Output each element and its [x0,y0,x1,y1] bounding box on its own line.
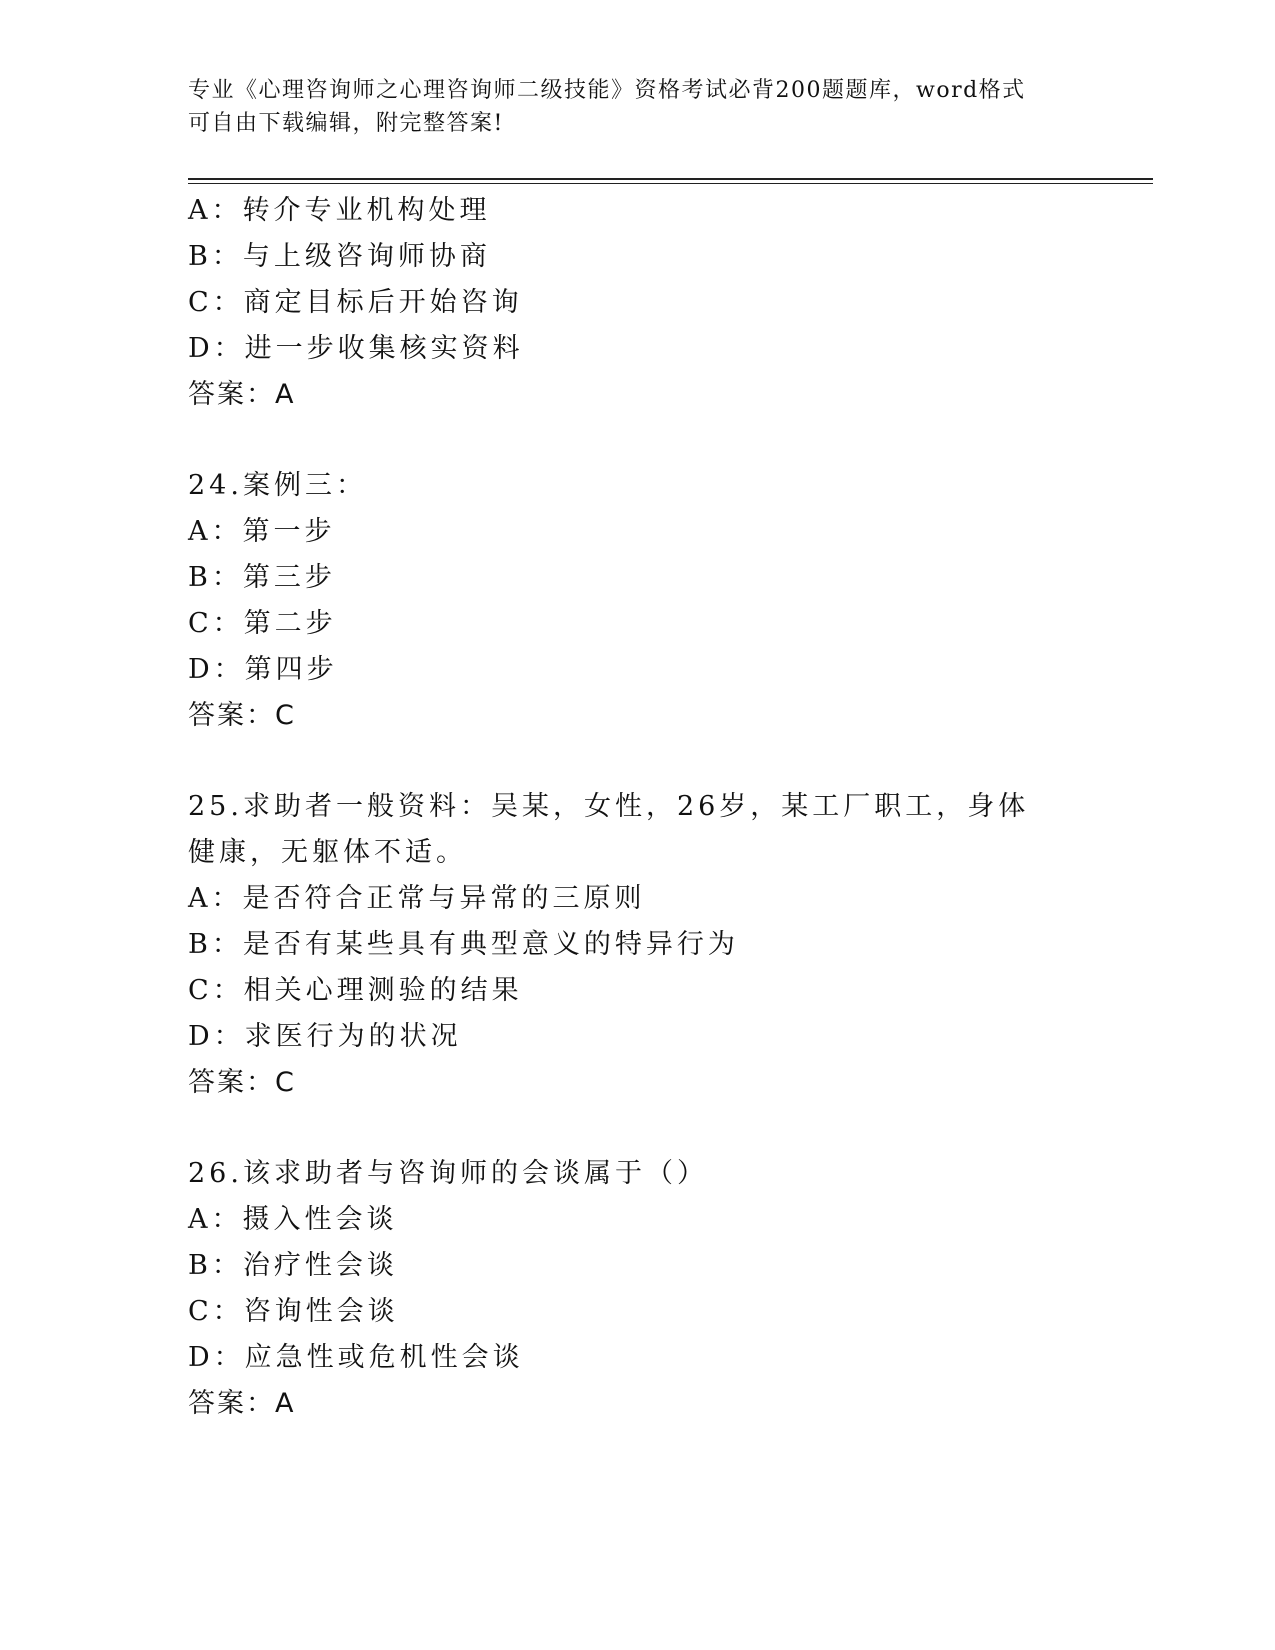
header-rule-thin [188,183,1153,184]
option-a: A：转介专业机构处理 [188,195,491,226]
option-d: D：应急性或危机性会谈 [188,1342,524,1373]
question-block [188,188,1088,418]
question-block [188,463,1088,739]
question-stem: 26.该求助者与咨询师的会谈属于（） [188,1158,708,1189]
answer: 答案：C [188,700,296,731]
option-c: C：商定目标后开始咨询 [188,287,523,318]
answer: 答案：C [188,1067,296,1098]
option-a: A：第一步 [188,516,336,547]
question-block [188,1151,1088,1427]
question-stem: 24.案例三： [188,470,367,501]
option-c: C：相关心理测验的结果 [188,975,523,1006]
document-header [188,74,1088,140]
option-b: B：与上级咨询师协商 [188,241,491,272]
answer: 答案：A [188,379,296,410]
option-b: B：治疗性会谈 [188,1250,398,1281]
question-block [188,784,1088,1106]
option-d: D：求医行为的状况 [188,1021,462,1052]
option-b: B：是否有某些具有典型意义的特异行为 [188,929,739,960]
header-line-2: 可自由下载编辑，附完整答案! [188,111,504,136]
option-a: A：是否符合正常与异常的三原则 [188,883,646,914]
question-list [188,188,1088,1427]
header-line-1: 专业《心理咨询师之心理咨询师二级技能》资格考试必背200题题库，word格式 [188,78,1026,103]
option-d: D：第四步 [188,654,338,685]
spacer [188,739,1088,784]
spacer [188,418,1088,463]
option-c: C：第二步 [188,608,337,639]
header-rule-thick [188,178,1153,180]
option-d: D：进一步收集核实资料 [188,333,524,364]
question-stem: 25.求助者一般资料：吴某，女性，26岁，某工厂职工，身体健康，无躯体不适。 [188,791,1030,868]
option-a: A：摄入性会谈 [188,1204,398,1235]
option-c: C：咨询性会谈 [188,1296,399,1327]
spacer [188,1106,1088,1151]
answer: 答案：A [188,1388,296,1419]
option-b: B：第三步 [188,562,336,593]
